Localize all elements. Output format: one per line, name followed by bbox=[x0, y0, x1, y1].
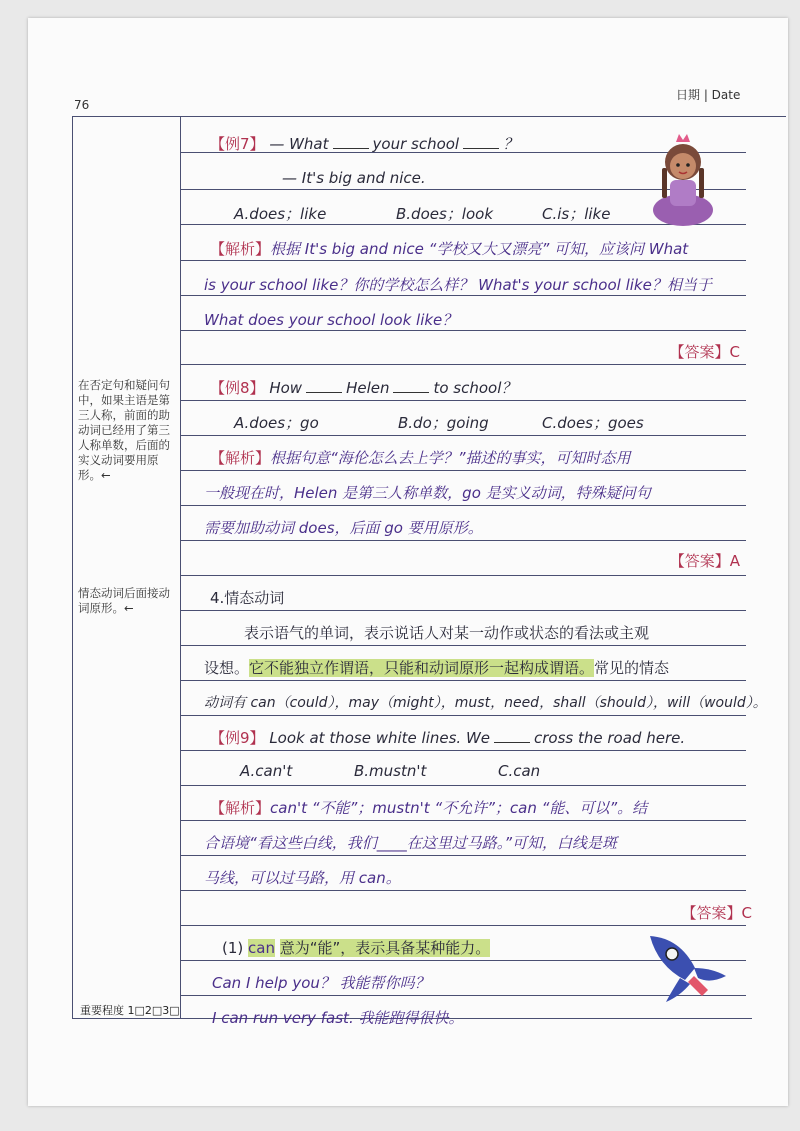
date-label: 日期 | Date bbox=[676, 88, 741, 102]
sub1-heading: (1) can 意为“能”，表示具备某种能力。 bbox=[222, 939, 491, 957]
section-4-para-3: 动词有 can（could），may（might），must，need，shall（should），will（would）。 bbox=[204, 695, 767, 711]
ex9-analysis-3: 马线，可以过马路，用 can。 bbox=[204, 869, 401, 887]
ex9-question: 【例9】 Look at those white lines. We cross the road here. bbox=[210, 729, 686, 747]
margin-note-1: 在否定句和疑问句中，如果主语是第三人称，前面的助动词已经用了第三人称单数，后面的实义动词要用原形。← bbox=[78, 378, 170, 482]
ex8-analysis-1: 【解析】根据句意“海伦怎么去上学？”描述的事实，可知时态用 bbox=[210, 449, 631, 467]
ex7-option-b: B.does；look bbox=[396, 205, 494, 223]
ex7-analysis-2: is your school like？你的学校怎么样？ What's your school like？相当于 bbox=[204, 276, 712, 294]
section-4-para-1: 表示语气的单词，表示说话人对某一动作或状态的看法或主观 bbox=[244, 624, 650, 642]
margin-note-2: 情态动词后面接动词原形。← bbox=[78, 586, 170, 615]
ex7-reply: — It's big and nice. bbox=[282, 169, 426, 187]
ex8-analysis-3: 需要加助动词 does，后面 go 要用原形。 bbox=[204, 519, 483, 537]
ex8-analysis-2: 一般现在时，Helen 是第三人称单数，go 是实义动词，特殊疑问句 bbox=[204, 484, 651, 502]
ex7-analysis-1: 【解析】根据 It's big and nice “学校又大又漂亮” 可知，应该问 What bbox=[210, 240, 689, 258]
section-4-title: 4.情态动词 bbox=[210, 589, 285, 607]
rocket-illustration-icon bbox=[640, 928, 730, 1006]
ex9-option-c: C.can bbox=[498, 762, 541, 780]
ex9-option-a: A.can't bbox=[240, 762, 293, 780]
sub1-example-1: Can I help you？ 我能帮你吗？ bbox=[212, 974, 430, 992]
ex7-option-c: C.is；like bbox=[542, 205, 611, 223]
ex8-option-c: C.does；goes bbox=[542, 414, 644, 432]
ex9-answer: 【答案】C bbox=[681, 904, 752, 922]
ex9-option-b: B.mustn't bbox=[354, 762, 427, 780]
importance-rating: 重要程度 1□2□3□ bbox=[80, 1004, 180, 1017]
ex8-label: 【例8】 bbox=[210, 379, 265, 397]
ex9-analysis-1: 【解析】can't “不能”；mustn't “不允许”；can “能、可以”。结 bbox=[210, 799, 648, 817]
highlighted-rule: 它不能独立作谓语，只能和动词原形一起构成谓语。 bbox=[249, 659, 595, 677]
ex8-question: 【例8】 How Helen to school？ bbox=[210, 379, 517, 397]
ex8-answer: 【答案】A bbox=[669, 552, 740, 570]
ex8-option-a: A.does；go bbox=[234, 414, 319, 432]
notebook-page bbox=[28, 18, 788, 1106]
ex8-option-b: B.do；going bbox=[398, 414, 489, 432]
ex7-option-a: A.does；like bbox=[234, 205, 327, 223]
ex7-label: 【例7】 bbox=[210, 135, 265, 153]
sub1-word: can bbox=[248, 939, 275, 957]
page-number: 76 bbox=[74, 98, 90, 112]
ex7-analysis-3: What does your school look like？ bbox=[204, 311, 458, 329]
girl-illustration-icon bbox=[648, 128, 718, 228]
ex9-analysis-2: 合语境“看这些白线，我们____在这里过马路。”可知，白线是斑 bbox=[204, 834, 618, 852]
ex7-answer: 【答案】C bbox=[669, 343, 740, 361]
ex9-label: 【例9】 bbox=[210, 729, 265, 747]
ex7-question: 【例7】 — What your school ？ bbox=[210, 135, 519, 153]
sub1-example-2: I can run very fast. 我能跑得很快。 bbox=[212, 1009, 464, 1027]
sub1-desc: 意为“能”，表示具备某种能力。 bbox=[279, 939, 491, 957]
section-4-para-2: 设想。它不能独立作谓语，只能和动词原形一起构成谓语。常见的情态 bbox=[204, 659, 670, 677]
